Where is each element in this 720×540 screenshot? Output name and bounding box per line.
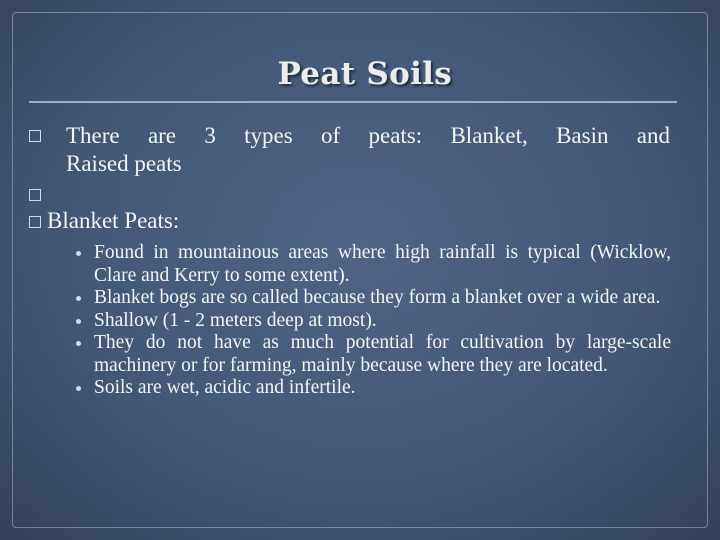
bullet-text-line1: There are 3 types of peats: Blanket, Basin and [66, 123, 670, 148]
list-item [74, 332, 671, 377]
bullet-blanket-peats [29, 207, 179, 235]
bullet-dot-icon [76, 296, 81, 301]
bullet-marker-icon [29, 130, 41, 142]
bullet-peat-types [29, 122, 670, 176]
list-item [74, 310, 671, 333]
list-item-text: Blanket bogs are so called because they form a blanket over a wide area. [94, 287, 661, 308]
bullet-dot-icon [76, 251, 81, 256]
bullet-text-line2: Raised peats [66, 151, 182, 176]
title-divider [29, 101, 677, 103]
bullet-dot-icon [76, 386, 81, 391]
list-item-text: They do not have as much potential for cultivation by large-scale machinery or for farming, mainly because where they are located. [94, 332, 671, 376]
list-item-text: Soils are wet, acidic and infertile. [94, 377, 356, 398]
subbullet-list [74, 242, 671, 400]
slide-title: Peat Soils [277, 56, 452, 92]
bullet-marker-icon [29, 216, 41, 228]
list-item-text: Shallow (1 - 2 meters deep at most). [94, 309, 377, 331]
list-item [74, 287, 671, 310]
list-item [74, 242, 671, 287]
list-item-text: Found in mountainous areas where high rainfall is typical (Wicklow, Clare and Kerry to some extent). [94, 242, 671, 286]
bullet-dot-icon [76, 319, 81, 324]
bullet-empty [29, 180, 47, 208]
list-item [74, 377, 671, 400]
bullet-dot-icon [76, 341, 81, 346]
bullet-marker-icon [29, 189, 41, 201]
bullet-text: Blanket Peats: [47, 208, 180, 233]
